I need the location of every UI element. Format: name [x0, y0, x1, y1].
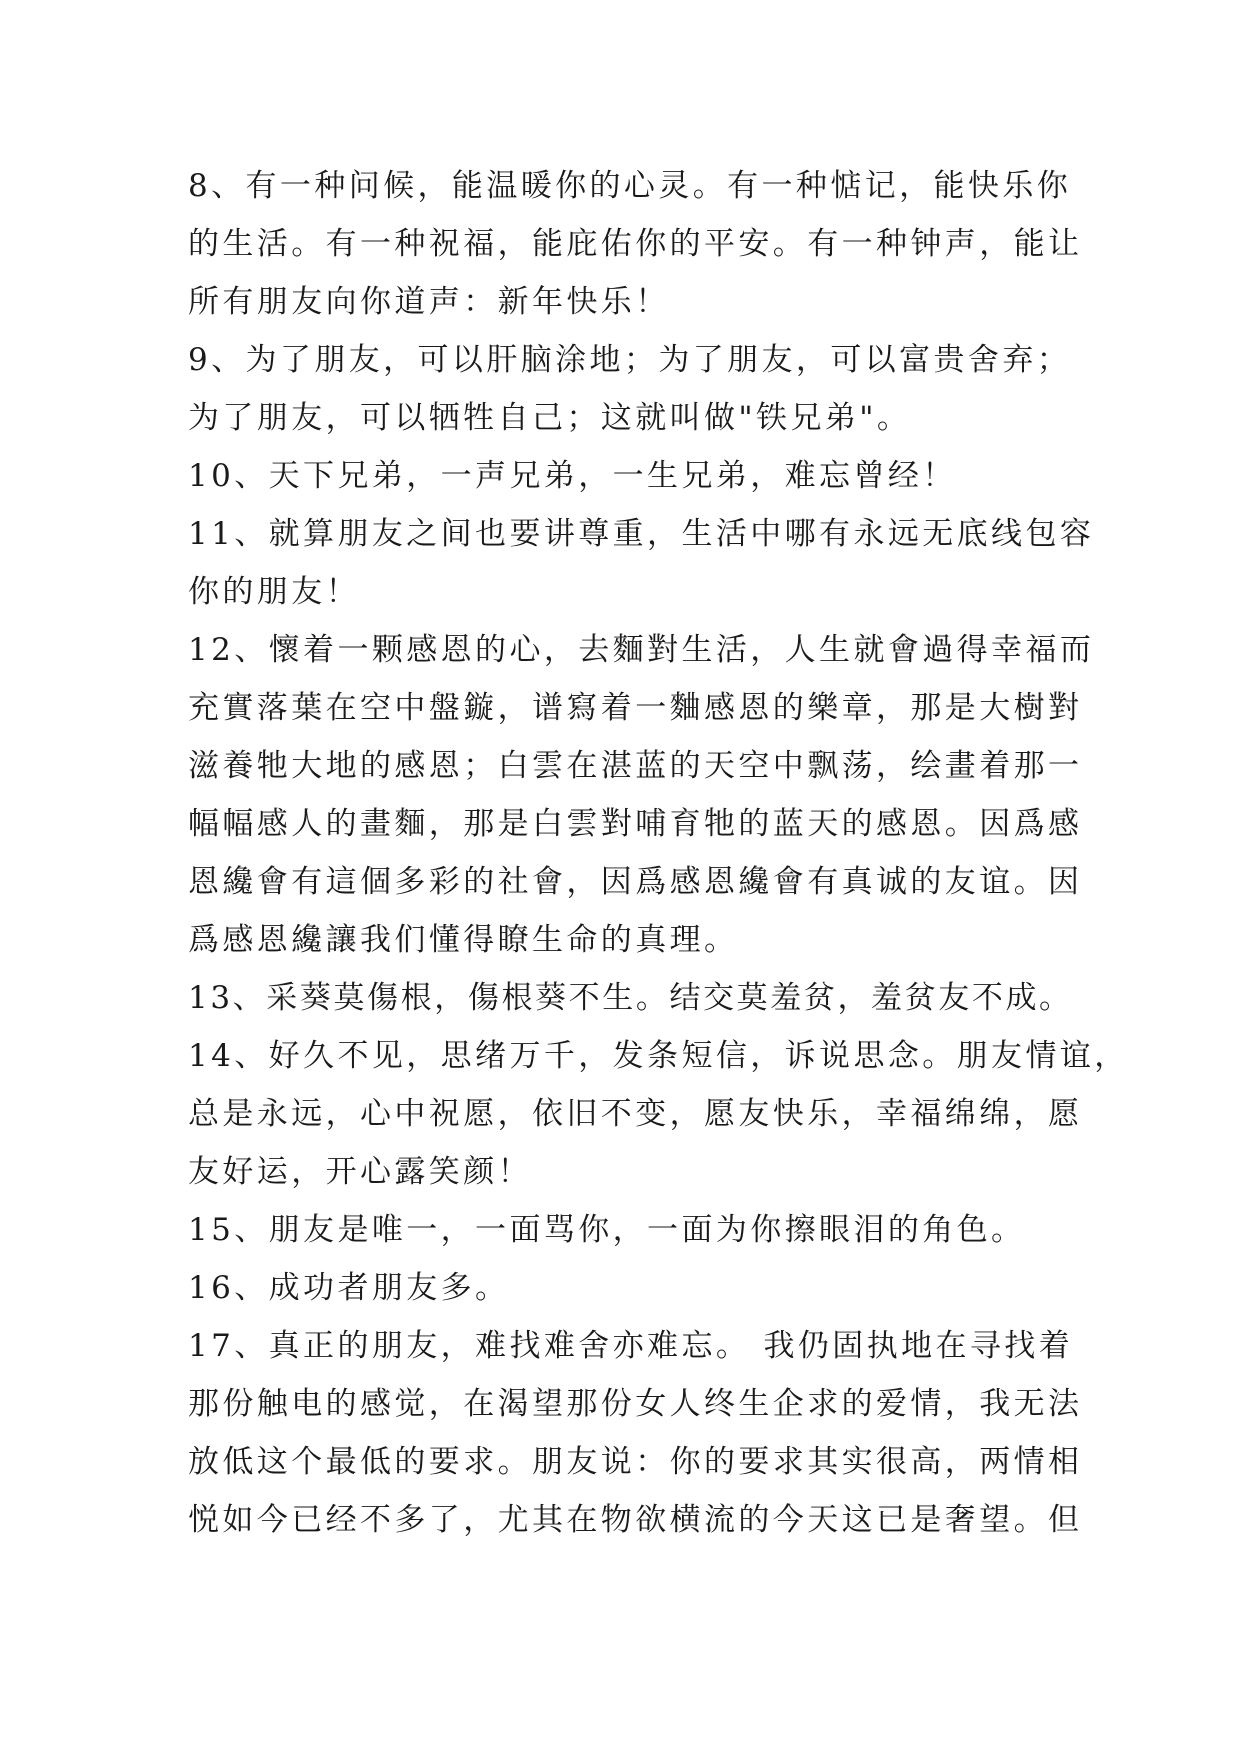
text-line: 9、为了朋友，可以肝脑涂地；为了朋友，可以富贵舍弃；	[188, 342, 1072, 378]
text-line: 17、真正的朋友，难找难舍亦难忘。 我仍固执地在寻找着	[188, 1328, 1074, 1364]
text-line: 那份触电的感觉，在渴望那份女人终生企求的爱情，我无法	[188, 1386, 1083, 1422]
text-line: 你的朋友！	[188, 574, 360, 610]
text-line: 13、采葵莫傷根，傷根葵不生。结交莫羞贫，羞贫友不成。	[188, 980, 1073, 1016]
text-line: 爲感恩纔讓我们懂得瞭生命的真理。	[188, 922, 739, 958]
text-line: 恩纔會有這個多彩的社會，因爲感恩纔會有真诚的友谊。因	[188, 864, 1083, 900]
text-line: 8、有一种问候，能温暖你的心灵。有一种惦记，能快乐你	[188, 168, 1072, 204]
text-line: 12、懷着一颗感恩的心，去麵對生活，人生就會過得幸福而	[188, 632, 1095, 668]
document-body	[188, 157, 1129, 1549]
text-line: 放低这个最低的要求。朋友说：你的要求其实很高，两情相	[188, 1444, 1083, 1480]
text-line: 悦如今已经不多了，尤其在物欲横流的今天这已是奢望。但	[188, 1502, 1083, 1538]
text-line: 充實落葉在空中盤鏇，谱寫着一麯感恩的樂章，那是大樹對	[188, 690, 1083, 726]
text-line: 滋養牠大地的感恩；白雲在湛蓝的天空中飘荡，绘畫着那一	[188, 748, 1083, 784]
text-line: 15、朋友是唯一，一面骂你，一面为你擦眼泪的角色。	[188, 1212, 1026, 1248]
text-line: 友好运，开心露笑颜！	[188, 1154, 532, 1190]
text-line: 的生活。有一种祝福，能庇佑你的平安。有一种钟声，能让	[188, 226, 1083, 262]
text-line: 为了朋友，可以牺牲自己；这就叫做"铁兄弟"。	[188, 400, 912, 436]
text-line: 14、好久不见，思绪万千，发条短信，诉说思念。朋友情谊，	[188, 1038, 1129, 1074]
text-line: 总是永远，心中祝愿，依旧不变，愿友快乐，幸福绵绵，愿	[188, 1096, 1083, 1132]
text-line: 幅幅感人的畫麵，那是白雲對哺育牠的蓝天的感恩。因爲感	[188, 806, 1083, 842]
text-line: 所有朋友向你道声：新年快乐！	[188, 284, 670, 320]
text-line: 16、成功者朋友多。	[188, 1270, 510, 1306]
text-line: 10、天下兄弟，一声兄弟，一生兄弟，难忘曾经！	[188, 458, 957, 494]
text-line: 11、就算朋友之间也要讲尊重，生活中哪有永远无底线包容	[188, 516, 1095, 552]
